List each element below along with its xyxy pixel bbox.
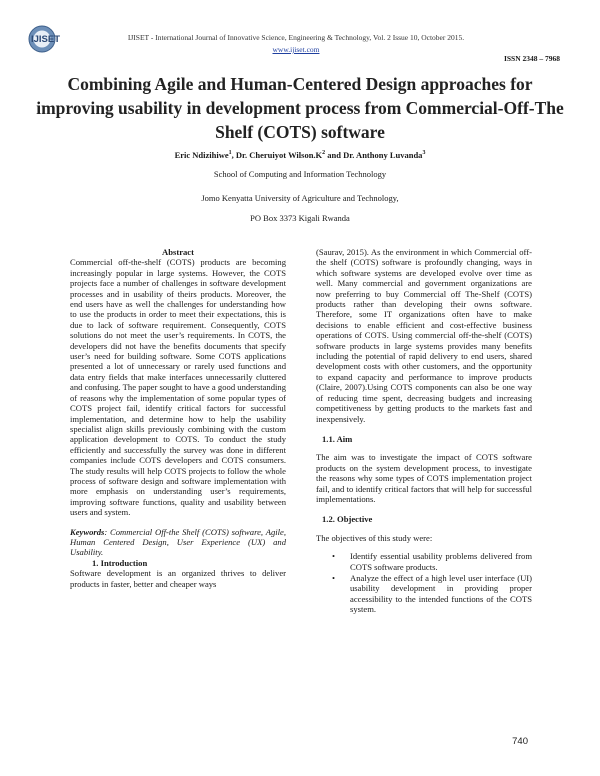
affiliation-school: School of Computing and Information Technology xyxy=(213,169,387,179)
page-number: 740 xyxy=(512,736,528,747)
right-column xyxy=(316,247,532,616)
author-name: Eric Ndizihiwe xyxy=(174,150,229,160)
list-item: • Identify essential usability problems delivered from COTS software products. xyxy=(332,551,532,572)
introduction-heading: 1. Introduction xyxy=(92,557,148,568)
journal-url[interactable]: www.ijiset.com xyxy=(272,45,320,54)
objective-list xyxy=(316,551,532,614)
author-affiliation-mark: 2 xyxy=(322,150,326,157)
author-conjunction: and xyxy=(325,150,344,160)
aim-text: The aim was to investigate the impact of COTS software products on the system development process, to investigate the reasons why some types of COTS implementation project fail, and to identify critical factors that will help for successful implementations. xyxy=(316,452,532,504)
objective-heading: 1.2. Objective xyxy=(322,514,373,525)
introduction-text-start: Software development is an organized thrives to deliver products in faster, better and cheaper ways xyxy=(70,568,286,589)
issn: ISSN 2348 – 7968 xyxy=(503,54,560,63)
objective-intro: The objectives of this study were: xyxy=(316,532,433,543)
journal-logo xyxy=(28,22,78,58)
abstract-heading: Abstract xyxy=(162,247,194,257)
keywords-label: Keywords xyxy=(70,526,105,537)
journal-logo-text: IJISET xyxy=(31,34,61,45)
affiliation-address: PO Box 3373 Kigali Rwanda xyxy=(250,213,350,223)
left-column xyxy=(70,247,286,589)
author-affiliation-mark: 1 xyxy=(228,150,232,157)
keywords xyxy=(70,527,286,558)
list-item: • Analyze the effect of a high level user interface (UI) usability development in providing proper accessibility to the intended functions of the COTS system. xyxy=(332,573,532,615)
author-name: Dr. Anthony Luvanda xyxy=(343,150,423,160)
author-list xyxy=(30,150,570,160)
paper-title: Combining Agile and Human-Centered Design approaches for improving usability in development process from Commercial-Off-The Shelf (COTS) software xyxy=(36,74,564,142)
aim-heading: 1.1. Aim xyxy=(322,433,353,444)
affiliation-university: Jomo Kenyatta University of Agriculture and Technology, xyxy=(201,193,399,203)
keywords-text: : Commercial Off-the Shelf (COTS) software, Agile, Human Centered Design, User Experience (UX) and Usability. xyxy=(70,526,286,558)
author-affiliation-mark: 3 xyxy=(422,150,426,157)
abstract-text: Commercial off-the-shelf (COTS) products are becoming increasingly popular in large systems. However, the COTS projects face a number of challenges in software development processes and in usability of theirs products. Moreover, the end users have as well the challenges for understanding how to use the products in order to meet their expectations, this is due to lack of software requirement. Consequently, COTS solutions do not meet the user’s requirements. In COTS, the developers did not have the benefits documents that specify user’s need for building software. Some COTS applications presented a lot of unnecessary or rarely used functions and data entry fields that make interfaces unnecessarily cluttered and confusing. The paper sought to have a good understanding of reasons why the implementation of some popular types of COTS project fail, identify critical factors for successful implementation, and determine how to help the usability specialist align skills previously combining with the custom application development to COTS. To conduct the study efficiently and successfully the survey was done in different companies include COTS developers and COTS consumers. The study results will help COTS projects to follow the whole process of software design and software implementation with more emphasis on understanding user’s requirements, improving software functions, quality and usability between users and system. xyxy=(70,257,286,518)
introduction-text-continued: (Saurav, 2015). As the environment in which Commercial off-the shelf (COTS) software is profoundly changing, ways in which software systems are developed evolve over time as well. Many commercial and government organizations are now preferring to buy Commercial off The-Shelf (COTS) products rather than developing their owns software. Therefore, some IT organizations often have to make decisions to enable efficient and cost-effective business operations of COTS. Using commercial off-the-shelf (COTS) software products in large systems provides many benefits including the potential of rapid delivery to end users, shared development costs with other customers, and the opportunity to expand capacity and performance to improve products (Claire, 2007).Using COTS components can also be one way of reducing time spent, decreasing budgets and increasing competitiveness by getting products to the markets fast and inexpensively. xyxy=(316,247,532,424)
journal-header: IJISET - International Journal of Innovative Science, Engineering & Technology, Vol. 2 Issue 10, October 2015. xyxy=(127,33,465,42)
author-separator: , xyxy=(231,150,236,160)
author-name: Dr. Cheruiyot Wilson.K xyxy=(235,150,323,160)
